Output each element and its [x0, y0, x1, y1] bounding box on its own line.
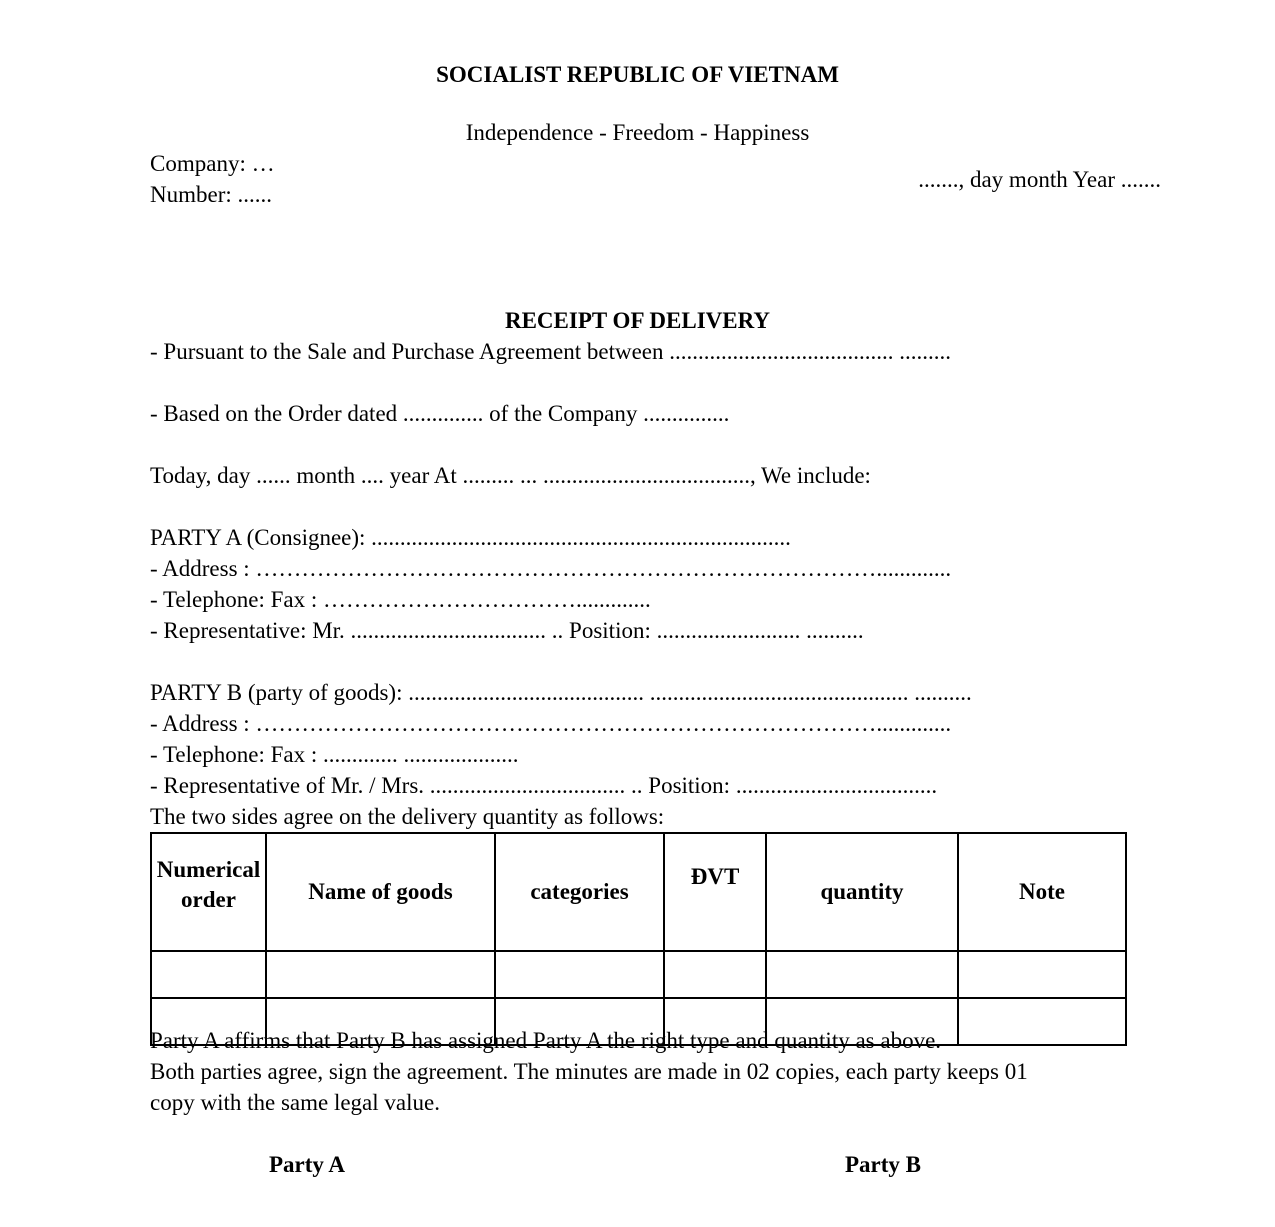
- party-a-address: - Address : ……………………………………………………………………….............: [150, 556, 952, 581]
- cell-name-of-goods[interactable]: [266, 951, 495, 998]
- today-line: Today, day ...... month .... year At ......... ... ...................................., We include:: [150, 463, 871, 488]
- date-line: ......., day month Year .......: [918, 167, 1161, 192]
- header-name-of-goods: Name of goods: [266, 833, 495, 951]
- cell-quantity[interactable]: [766, 951, 958, 998]
- table-row: [151, 951, 1126, 998]
- header-categories: categories: [495, 833, 664, 951]
- table-header-row: [151, 833, 1126, 951]
- goods-table: [150, 832, 1127, 1046]
- header-dvt: ĐVT: [664, 833, 766, 951]
- based-on-line: - Based on the Order dated .............. of the Company ...............: [150, 401, 730, 426]
- header-numerical-order-line1: Numerical: [156, 857, 261, 882]
- affirm-line: Party A affirms that Party B has assigned Party A the right type and quantity as above.: [150, 1028, 942, 1053]
- company-field: Company: …: [150, 151, 275, 176]
- cell-note[interactable]: [958, 951, 1126, 998]
- cell-numerical-order[interactable]: [151, 951, 266, 998]
- document-title: RECEIPT OF DELIVERY: [504, 308, 771, 333]
- header-numerical-order-line2: order: [181, 887, 236, 912]
- header-note: Note: [958, 833, 1126, 951]
- cell-dvt[interactable]: [664, 951, 766, 998]
- number-field: Number: ......: [150, 182, 273, 207]
- signature-party-b: Party B: [845, 1152, 922, 1177]
- agreement-line-1: Both parties agree, sign the agreement. The minutes are made in 02 copies, each party keeps 01: [150, 1059, 1028, 1084]
- header-quantity: quantity: [766, 833, 958, 951]
- party-a-heading: PARTY A (Consignee): .........................................................................: [150, 525, 791, 550]
- party-a-telephone: - Telephone: Fax : …………………………….............: [150, 587, 651, 612]
- pursuant-line: - Pursuant to the Sale and Purchase Agreement between ....................................... .........: [150, 339, 952, 364]
- cell-categories[interactable]: [495, 951, 664, 998]
- country-heading: SOCIALIST REPUBLIC OF VIETNAM: [436, 62, 839, 87]
- header-numerical-order: [151, 833, 266, 951]
- signature-party-a: Party A: [269, 1152, 346, 1177]
- party-a-representative: - Representative: Mr. .................................. .. Position: ......................... ..........: [150, 618, 864, 643]
- motto: Independence - Freedom - Happiness: [465, 120, 810, 145]
- party-b-representative: - Representative of Mr. / Mrs. .................................. .. Position: ...................................: [150, 773, 938, 798]
- party-b-heading: PARTY B (party of goods): ......................................... ............................................. ..........: [150, 680, 972, 705]
- cell-note[interactable]: [958, 998, 1126, 1045]
- agreement-intro: The two sides agree on the delivery quantity as follows:: [150, 804, 665, 829]
- party-b-address: - Address : ……………………………………………………………………….............: [150, 711, 952, 736]
- party-b-telephone: - Telephone: Fax : ............. ....................: [150, 742, 519, 767]
- agreement-line-2: copy with the same legal value.: [150, 1090, 440, 1115]
